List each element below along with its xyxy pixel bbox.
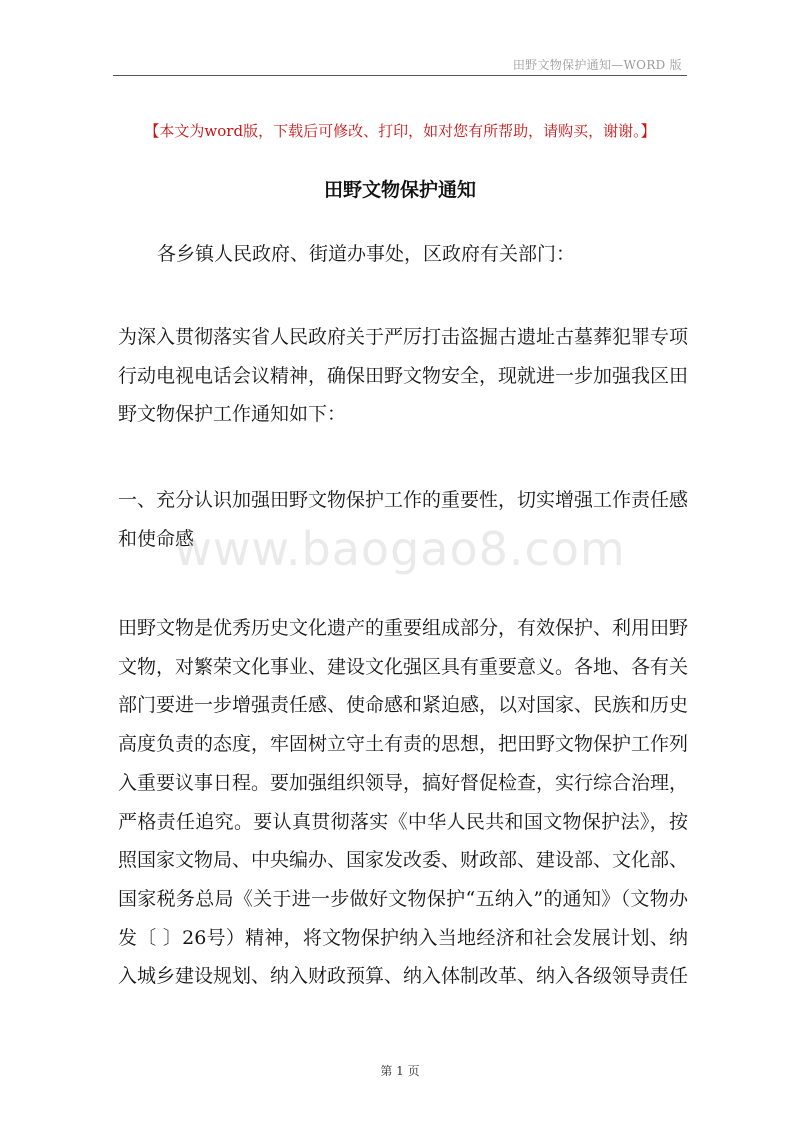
- running-header: 田野文物保护通知—WORD 版: [512, 58, 682, 72]
- document-title: 田野文物保护通知: [323, 179, 476, 201]
- page-number: 第 1 页: [380, 1064, 420, 1078]
- paragraph-body: 田野文物是优秀历史文化遗产的重要组成部分，有效保护、利用田野文物，对繁荣文化事业、建设文化强区具有重要意义。各地、各有关部门要进一步增强责任感、使命感和紧迫感，以对国家、民族和历史高度负责的态度，牢固树立守土有责的思想，把田野文物保护工作列入重要议事日程。要加强组织领导，搞好督促检查，实行综合治理，严格责任追究。要认真贯彻落实《中华人民共和国文物保护法》，按照国家文物局、中央编办、国家发改委、财政部、建设部、文化部、国家税务总局《关于进一步做好文物保护“五纳入”的通知》（文物办发〔 〕26号）精神，将文物保护纳入当地经济和社会发展计划、纳入城乡建设规划、纳入财政预算、纳入体制改革、纳入各级领导责任: [118, 617, 689, 988]
- paragraph-intro: 为深入贯彻落实省人民政府关于严厉打击盗掘古遗址古墓葬犯罪专项行动电视电话会议精神，确保田野文物安全，现就进一步加强我区田野文物保护工作通知如下：: [118, 326, 689, 426]
- purchase-notice: 【本文为word版，下载后可修改、打印，如对您有所帮助，请购买，谢谢。】: [144, 122, 656, 140]
- salutation: 各乡镇人民政府、街道办事处，区政府有关部门：: [157, 243, 576, 265]
- section-heading-1: 一、充分认识加强田野文物保护工作的重要性，切实增强工作责任感和使命感: [118, 489, 689, 550]
- watermark: www.baogao8.com: [174, 522, 626, 576]
- header-divider: [113, 75, 687, 76]
